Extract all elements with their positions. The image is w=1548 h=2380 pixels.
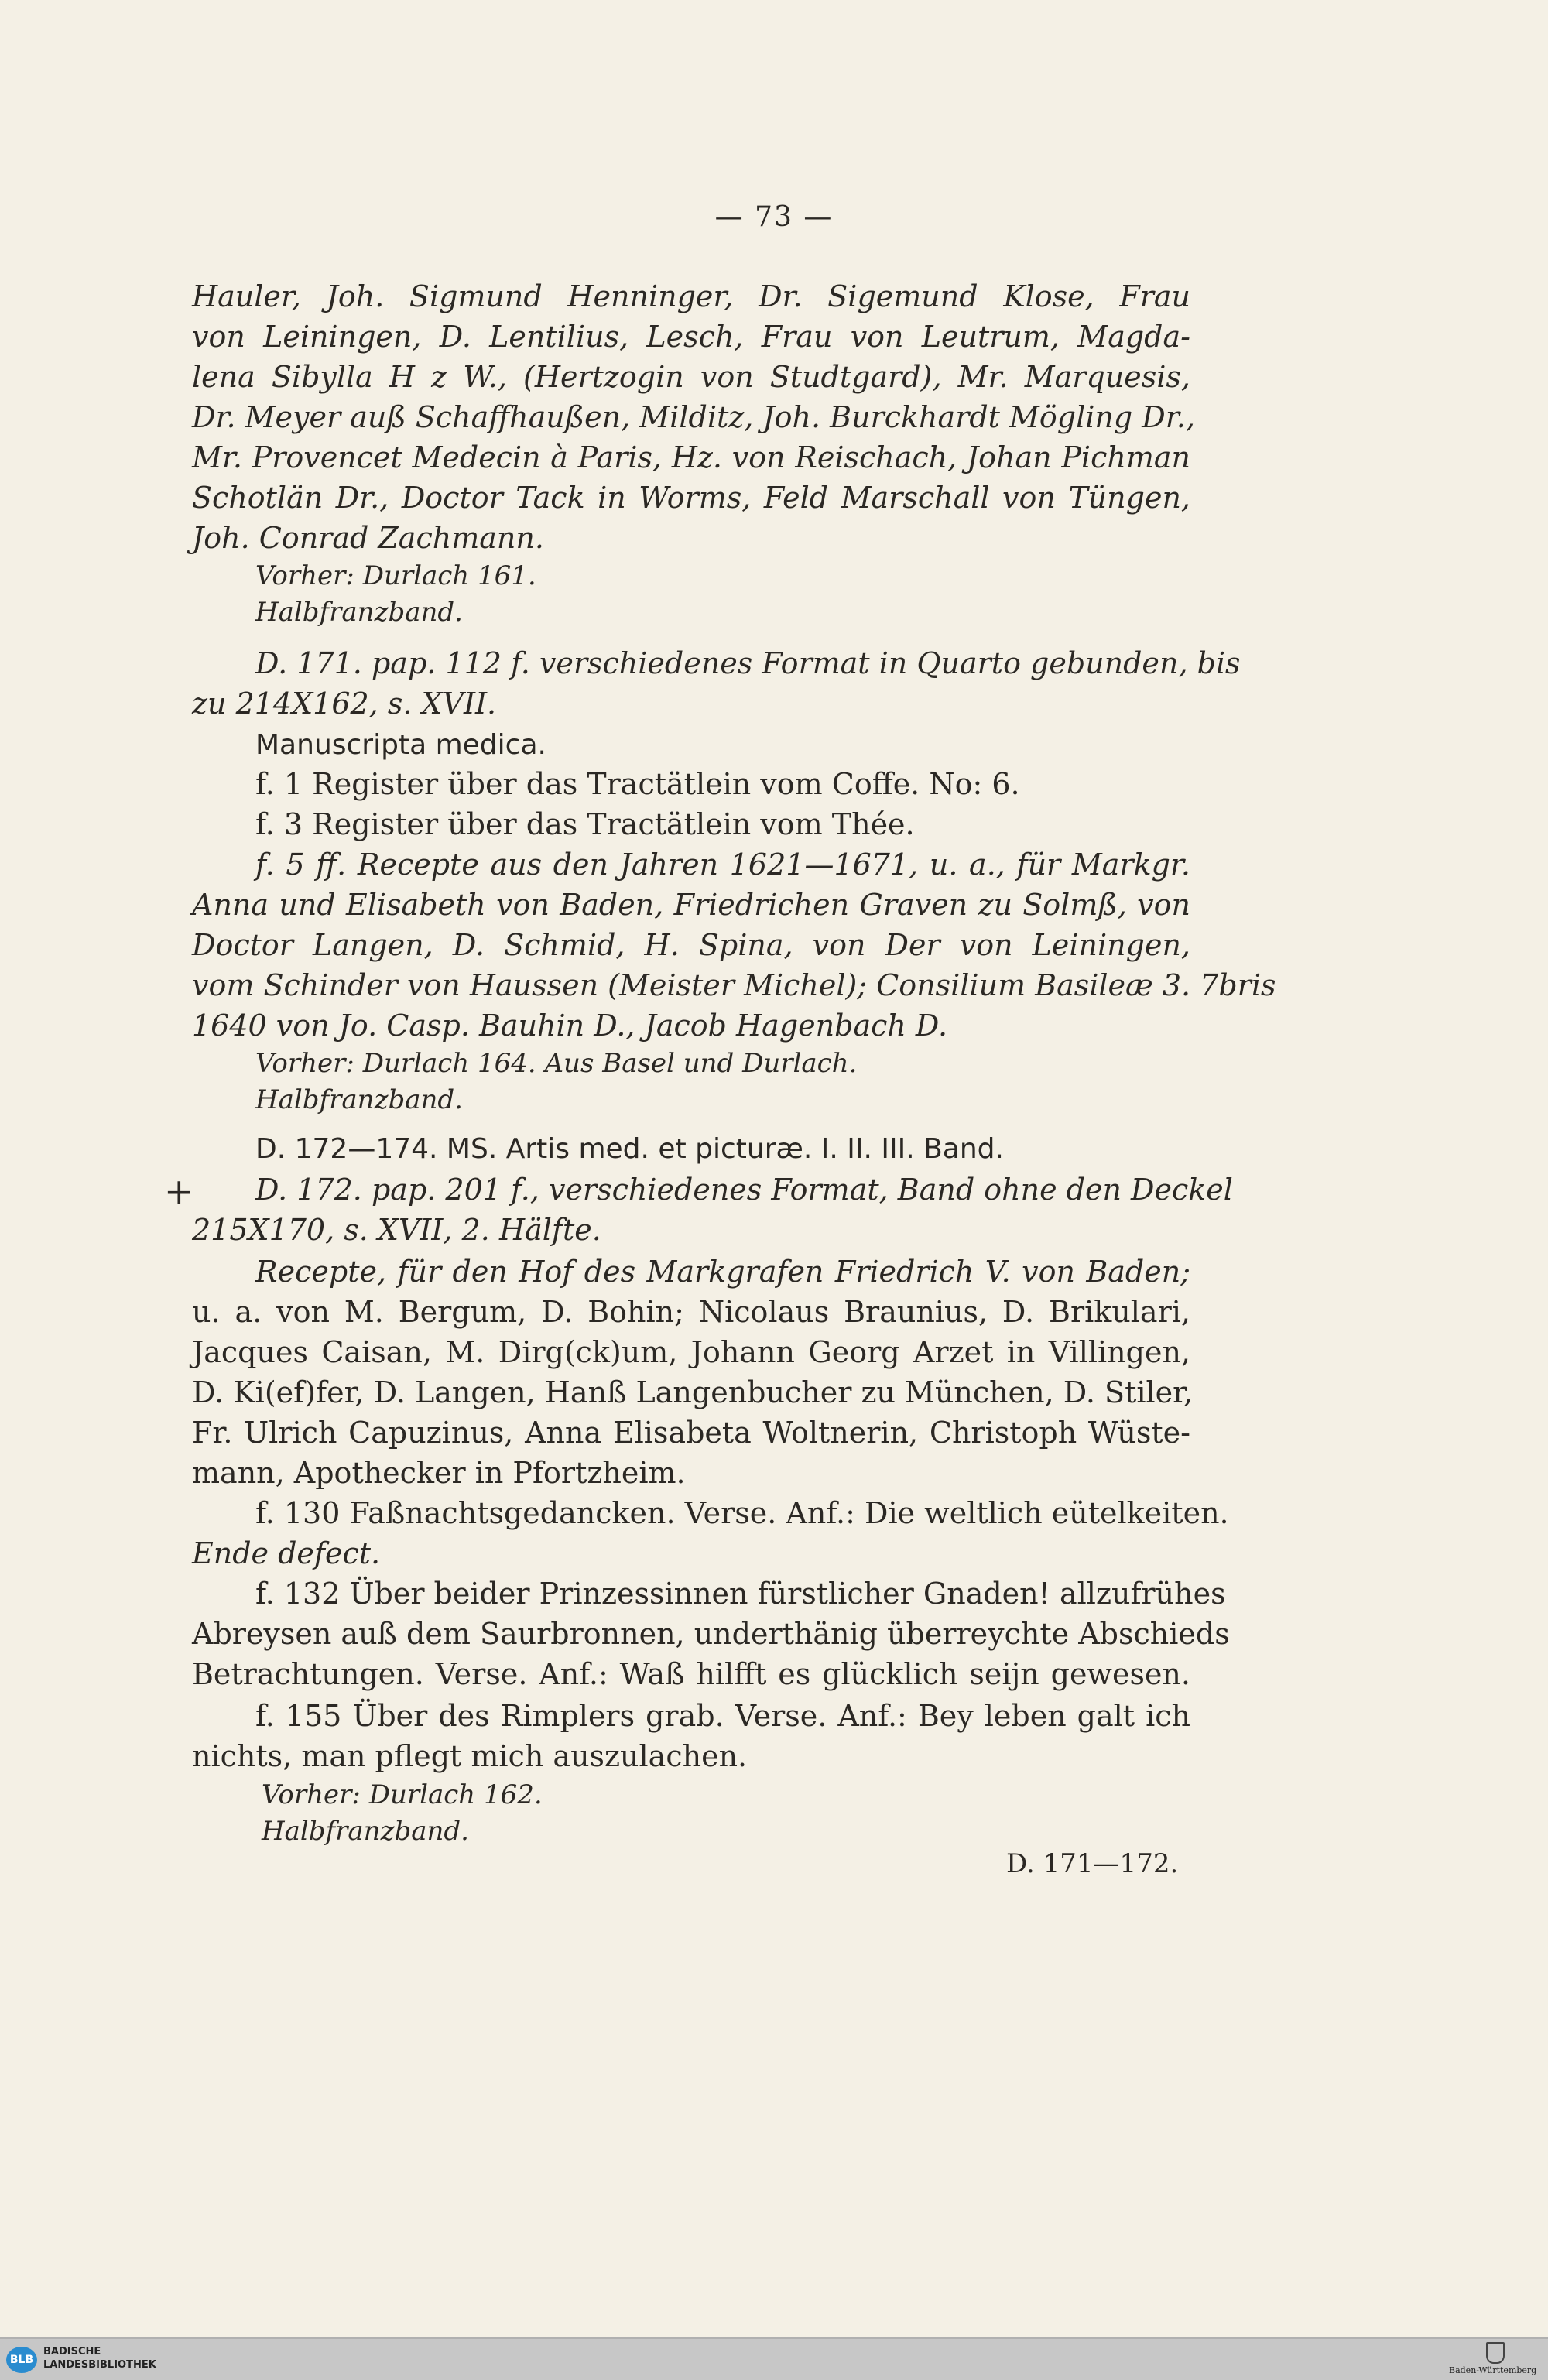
text-line: von Leiningen, D. Lentilius, Lesch, Frau von Leutrum, Magda- [192,320,1190,354]
text-line: Anna und Elisabeth von Baden, Friedrichen Graven zu Solmß, von [192,888,1190,922]
text-line: Betrachtungen. Verse. Anf.: Waß hilfft es glücklich seijn gewesen. [192,1657,1190,1691]
text-line: u. a. von M. Bergum, D. Bohin; Nicolaus Braunius, D. Brikulari, [192,1295,1190,1329]
entry-heading: D. 172—174. MS. Artis med. et picturæ. I. II. III. Band. [255,1133,1004,1165]
state-name: Baden-Württemberg [1449,2365,1537,2375]
text-line: Mr. Provencet Medecin à Paris, Hz. von Reischach, Johan Pichman [192,440,1190,474]
text-line: f. 5 ff. Recepte aus den Jahren 1621—1671, u. a., für Markgr. [255,848,1190,882]
provenance-note: Vorher: Durlach 162. [262,1779,543,1810]
entry-heading: D. 172. pap. 201 f., verschiedenes Format, Band ohne den Deckel [255,1173,1233,1207]
library-name: BADISCHE LANDESBIBLIOTHEK [43,2346,156,2371]
text-line: 215X170, s. XVII, 2. Hälfte. [192,1213,601,1247]
text-line: Jacques Caisan, M. Dirg(ck)um, Johann Georg Arzet in Villingen, [192,1335,1190,1369]
text-line: nichts, man pflegt mich auszulachen. [192,1739,748,1773]
text-line: 1640 von Jo. Casp. Bauhin D., Jacob Hagenbach D. [192,1009,948,1043]
text-line: mann, Apothecker in Pfortzheim. [192,1456,686,1490]
text-line: Recepte, für den Hof des Markgrafen Friedrich V. von Baden; [255,1255,1190,1289]
section-title: Manuscripta medica. [255,729,546,761]
viewer-footer-bar [0,2337,1548,2380]
binding-note: Halbfranzband. [262,1816,469,1847]
binding-note: Halbfranzband. [255,1084,463,1115]
text-line: Dr. Meyer auß Schaffhaußen, Milditz, Joh. Burckhardt Mögling Dr., [192,400,1195,434]
provenance-note: Vorher: Durlach 164. Aus Basel und Durlach. [255,1048,858,1079]
text-line: Ende defect. [192,1536,381,1570]
binding-note: Halbfranzband. [255,597,463,628]
text-line: f. 155 Über des Rimplers grab. Verse. Anf.: Bey leben galt ich [255,1699,1190,1733]
text-line: Joh. Conrad Zachmann. [192,521,544,555]
page-number: — 73 — [714,201,834,233]
provenance-note: Vorher: Durlach 161. [255,560,536,591]
text-line: zu 214X162, s. XVII. [192,687,497,721]
text-line: Hauler, Joh. Sigmund Henninger, Dr. Sigemund Klose, Frau [192,279,1190,313]
text-line: Fr. Ulrich Capuzinus, Anna Elisabeta Woltnerin, Christoph Wüste- [192,1416,1190,1450]
coat-of-arms-icon [1486,2342,1505,2364]
text-line: f. 130 Faßnachtsgedancken. Verse. Anf.: Die weltlich eütelkeiten. [255,1496,1229,1530]
text-line: lena Sibylla H z W., (Hertzogin von Studtgard), Mr. Marquesis, [192,360,1190,394]
text-line: vom Schinder von Haussen (Meister Michel); Consilium Basileæ 3. 7bris [192,968,1276,1002]
text-line: Doctor Langen, D. Schmid, H. Spina, von Der von Leiningen, [192,928,1190,962]
text-line: Abreysen auß dem Saurbronnen, underthänig überreychte Abschieds [192,1617,1230,1651]
text-line: f. 132 Über beider Prinzessinnen fürstlicher Gnaden! allzufrühes [255,1577,1226,1611]
text-line: Schotlän Dr., Doctor Tack in Worms, Feld Marschall von Tüngen, [192,481,1190,515]
signature-range: D. 171—172. [1006,1848,1179,1879]
text-line: f. 1 Register über das Tractätlein vom Coffe. No: 6. [255,767,1020,801]
entry-heading: D. 171. pap. 112 f. verschiedenes Format in Quarto gebunden, bis [255,646,1241,680]
blb-logo-icon: BLB [6,2347,37,2373]
margin-mark: + [164,1170,194,1212]
text-line: D. Ki(ef)fer, D. Langen, Hanß Langenbucher zu München, D. Stiler, [192,1375,1194,1409]
text-line: f. 3 Register über das Tractätlein vom Thée. [255,807,915,841]
